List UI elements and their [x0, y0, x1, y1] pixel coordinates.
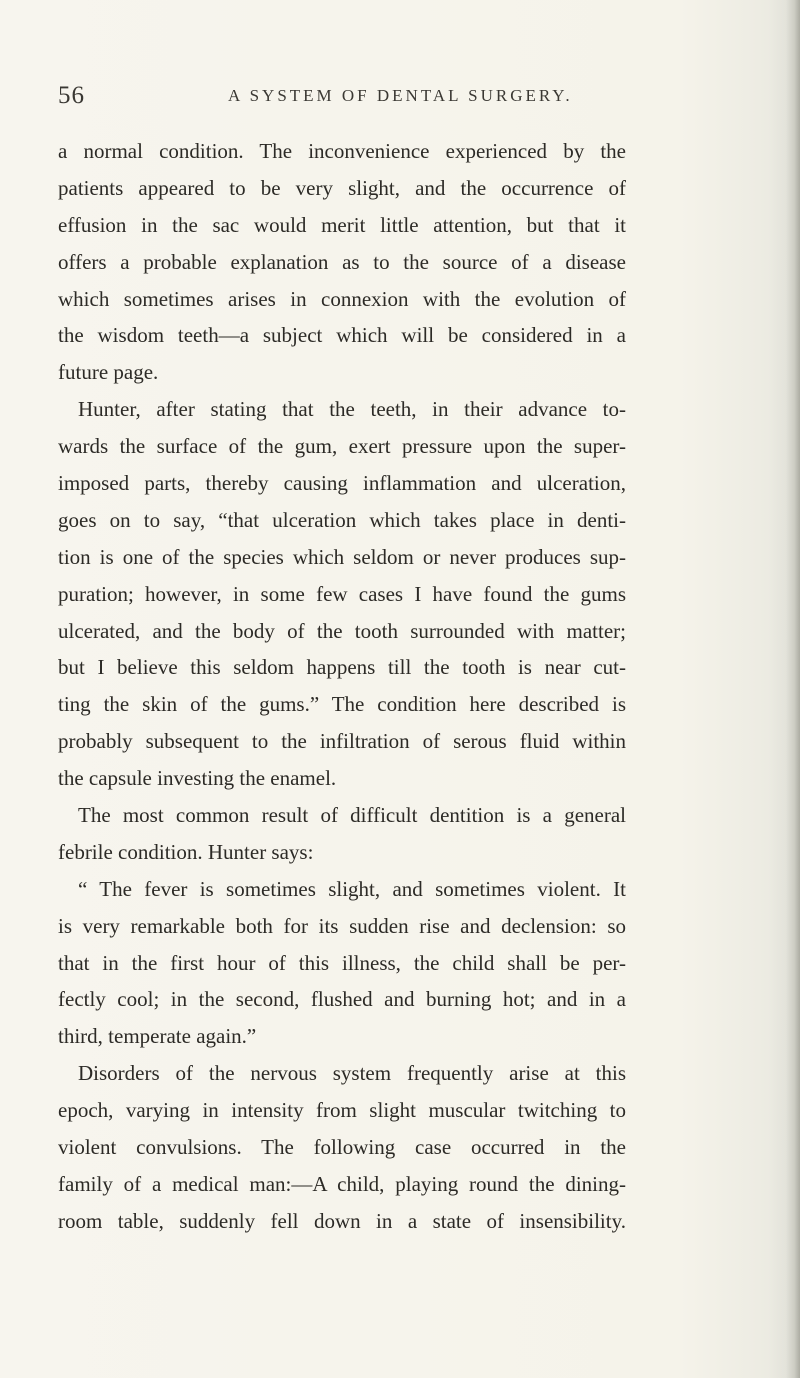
text-line: epoch, varying in intensity from slight muscular twitching to: [58, 1098, 626, 1123]
text-line: puration; however, in some few cases I have found the gums: [58, 581, 626, 606]
text-line: the capsule investing the enamel.: [58, 766, 337, 791]
text-line: future page.: [58, 360, 159, 385]
running-head: A SYSTEM OF DENTAL SURGERY.: [228, 86, 573, 105]
text-line: third, temperate again.”: [58, 1024, 257, 1049]
text-line: Disorders of the nervous system frequently arise at this: [78, 1061, 626, 1086]
text-line: ulcerated, and the body of the tooth surrounded with matter;: [58, 618, 626, 643]
body-text: [58, 133, 626, 1240]
text-line: is very remarkable both for its sudden rise and declension: so: [58, 913, 626, 938]
text-line: effusion in the sac would merit little attention, but that it: [58, 212, 626, 237]
text-line: goes on to say, “that ulceration which takes place in denti-: [58, 507, 626, 532]
text-line: The most common result of difficult dentition is a general: [78, 803, 626, 828]
text-line: fectly cool; in the second, flushed and burning hot; and in a: [58, 987, 626, 1012]
text-line: room table, suddenly fell down in a state of insensibility.: [58, 1208, 626, 1233]
text-line: febrile condition. Hunter says:: [58, 839, 314, 864]
text-line: tion is one of the species which seldom or never produces sup-: [58, 544, 626, 569]
text-line: offers a probable explanation as to the source of a disease: [58, 249, 626, 274]
text-line: Hunter, after stating that the teeth, in their advance to-: [78, 397, 626, 422]
text-line: that in the first hour of this illness, the child shall be per-: [58, 950, 626, 975]
text-line: the wisdom teeth—a subject which will be considered in a: [58, 323, 626, 348]
page-header: [58, 82, 628, 122]
text-line: wards the surface of the gum, exert pressure upon the super-: [58, 434, 626, 459]
page-edge-shadow: [786, 0, 800, 1378]
text-line: violent convulsions. The following case occurred in the: [58, 1135, 626, 1160]
text-line: imposed parts, thereby causing inflammation and ulceration,: [58, 471, 626, 496]
text-line: a normal condition. The inconvenience experienced by the: [58, 139, 626, 163]
text-line: patients appeared to be very slight, and the occurrence of: [58, 175, 626, 200]
text-line: ting the skin of the gums.” The condition here described is: [58, 692, 626, 717]
text-line: probably subsequent to the infiltration of serous fluid within: [58, 729, 626, 754]
text-line: but I believe this seldom happens till the tooth is near cut-: [58, 655, 626, 680]
text-line: “ The fever is sometimes slight, and sometimes violent. It: [78, 876, 626, 901]
page-number: 56: [58, 82, 85, 109]
text-line: family of a medical man:—A child, playing round the dining-: [58, 1171, 626, 1196]
text-line: which sometimes arises in connexion with the evolution of: [58, 286, 626, 311]
